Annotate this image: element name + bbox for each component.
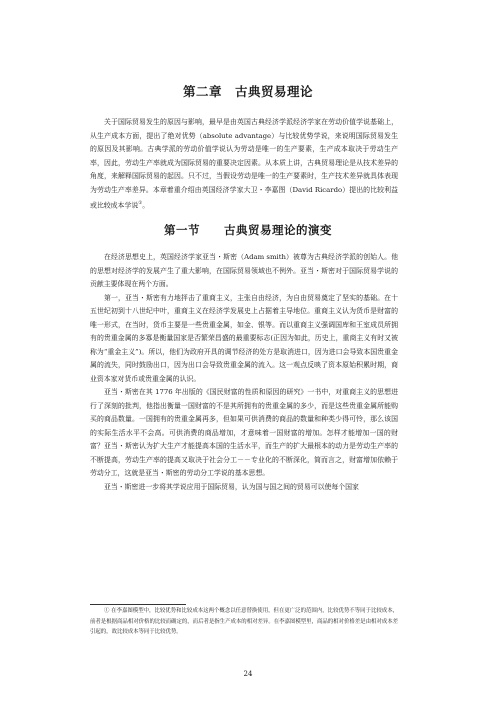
page-number: 24 — [243, 670, 253, 678]
section-body — [90, 251, 398, 494]
footnote-text: ① 在李嘉图模型中，比较优势和比较成本这两个概念以任意替换使用，但在更广泛的范围内，比较优势不等同于比较成本，前者是根据商品相对价格的比较而确定的，而后者是指生产成本的相对差异。在李嘉图模型里，商品的相对价格差是由相对成本差引起的，故比较成本等同于比较优势。 — [90, 608, 398, 635]
body-paragraph: 亚当・斯密在其 1776 年出版的《国民财富的性质和原因的研究》一书中，对重商主义的思想进行了深刻的批判，他指出衡量一国财富的不是其所拥有的贵重金属的多少，而是这些贵重金属所能购买的商品数量。一国拥有的贵重金属再多，但如果可供消费的商品的数量和种类少得可怜，那么该国的实际生活水平不会高。可供消费的商品增加，才意味着一国财富的增加。怎样才能增加一国的财富？亚当・斯密认为扩大生产才能提高本国的生活水平，而生产的扩大最根本的动力是劳动生产率的不断提高，劳动生产率的提高又取决于社会分工－－专业化的不断深化，简而言之，财富增加依赖于劳动分工，这就是亚当・斯密的劳动分工学说的基本思想。 — [90, 388, 398, 477]
section-title: 第一节 古典贸易理论的演变 — [164, 223, 332, 237]
footnote — [90, 606, 398, 638]
body-paragraph: 在经济思想史上，英国经济学家亚当・斯密（Adam smith）被尊为古典经济学派的创始人。他的思想对经济学的发展产生了重大影响，在国际贸易领域也不例外。亚当・斯密对于国际贸易学说的贡献主要体现在两个方面。 — [90, 253, 398, 288]
footnote-marker[interactable]: ① — [138, 201, 143, 206]
intro-text — [90, 116, 398, 213]
body-paragraph: 第一，亚当・斯密有力地抨击了重商主义，主张自由经济，为自由贸易奠定了坚实的基础。在十五世纪初到十八世纪中叶，重商主义在经济学发展史上占据着主导地位。重商主义认为货币是财富的唯一形式，在当时，货币主要是一些贵重金属，如金、银等。而以重商主义强调国库和王室成员所拥有的贵重金属的多寡是衡量国家是否繁荣昌盛的最重要标志(正因为如此，历史上，重商主义有时又被称为“重金主义”)。所以，他们为政府开具的调节经济的处方是取消进口，因为进口会导致本国贵重金属的流失，同时鼓励出口，因为出口会导致贵重金属的流入。这一观点反映了资本原始积累时期，商业资本家对货币或贵重金属的认识。 — [90, 293, 398, 383]
intro-paragraph: 关于国际贸易发生的原因与影响，最早是由英国古典经济学派经济学家在劳动价值学说基础上，从生产成本方面，提出了绝对优势（absolute advantage）与比较优势学说，来说明国际贸易发生的原因及其影响。古典学派的劳动价值学说认为劳动是唯一的生产要素，生产成本取决于劳动生产率，因此，劳动生产率就成为国际贸易的重要决定因素。从本质上讲，古典贸易理论是从技术差异的角度，来解释国际贸易的起因。只不过，当假设劳动是唯一的生产要素时，生产技术差异就具体表现为劳动生产率差异。本章着重介绍由英国经济学家大卫・李嘉图（David Ricardo）提出的比较利益或比较成本学说①。 — [90, 118, 398, 210]
chapter-title: 第二章 古典贸易理论 — [182, 84, 313, 99]
footnote-divider — [90, 604, 186, 605]
body-paragraph: 亚当・斯密进一步将其学说应用于国际贸易，认为国与国之间的贸易可以使每个国家 — [104, 482, 359, 491]
